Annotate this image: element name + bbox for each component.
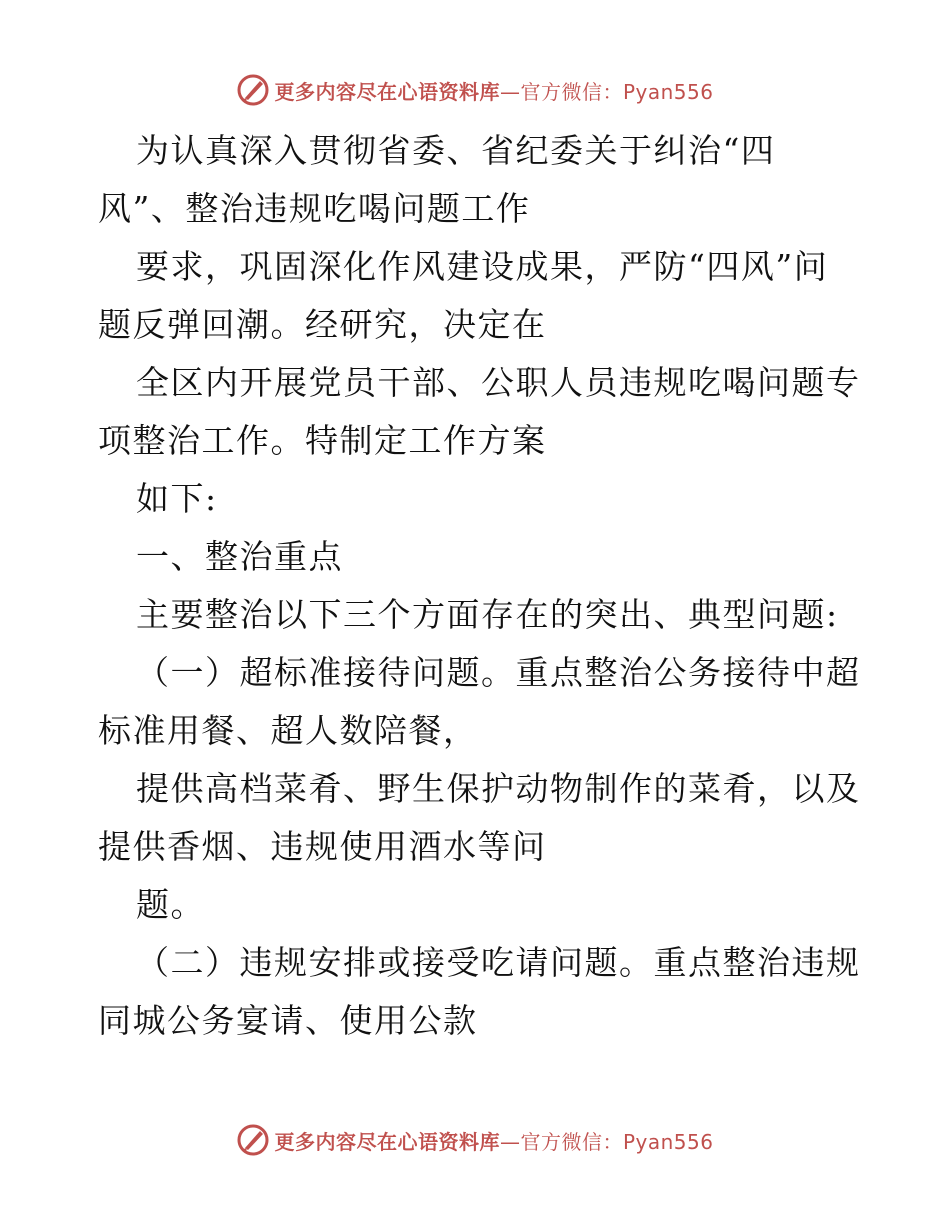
watermark-contact: 官方微信：Pyan556: [520, 1129, 714, 1154]
body-line: 题反弹回潮。经研究，决定在: [98, 305, 547, 344]
body-line: 全区内开展党员干部、公职人员违规吃喝问题专: [136, 363, 861, 402]
body-line: 一、整治重点: [136, 537, 343, 576]
footer-watermark: [0, 1120, 950, 1160]
watermark-text: [274, 1126, 713, 1155]
body-line: （一）超标准接待问题。重点整治公务接待中超: [136, 653, 861, 692]
body-line: 提供高档菜肴、野生保护动物制作的菜肴，以及: [136, 769, 861, 808]
body-line: 为认真深入贯彻省委、省纪委关于纠治“四: [136, 131, 776, 170]
watermark-brand: 更多内容尽在心语资料库: [274, 79, 500, 104]
watermark-contact: 官方微信：Pyan556: [520, 79, 714, 104]
body-line: 如下:: [136, 479, 218, 518]
body-line: 同城公务宴请、使用公款: [98, 1001, 478, 1040]
quill-pen-circle-icon: [236, 73, 270, 107]
body-line: 标准用餐、超人数陪餐，: [98, 711, 478, 750]
watermark-text: [274, 76, 713, 105]
body-line: 项整治工作。特制定工作方案: [98, 421, 547, 460]
body-line: （二）违规安排或接受吃请问题。重点整治违规: [136, 943, 861, 982]
body-line: 要求，巩固深化作风建设成果，严防“四风”问: [136, 247, 829, 286]
document-body: [98, 122, 861, 1050]
body-line: 主要整治以下三个方面存在的突出、典型问题:: [136, 595, 839, 634]
watermark-separator: —: [499, 1129, 521, 1154]
body-line: 题。: [136, 885, 205, 924]
body-line: 提供香烟、违规使用酒水等问: [98, 827, 547, 866]
watermark-separator: —: [499, 79, 521, 104]
body-line: 风”、整治违规吃喝问题工作: [98, 189, 531, 228]
watermark-brand: 更多内容尽在心语资料库: [274, 1129, 500, 1154]
header-watermark: [0, 70, 950, 110]
quill-pen-circle-icon: [236, 1123, 270, 1157]
